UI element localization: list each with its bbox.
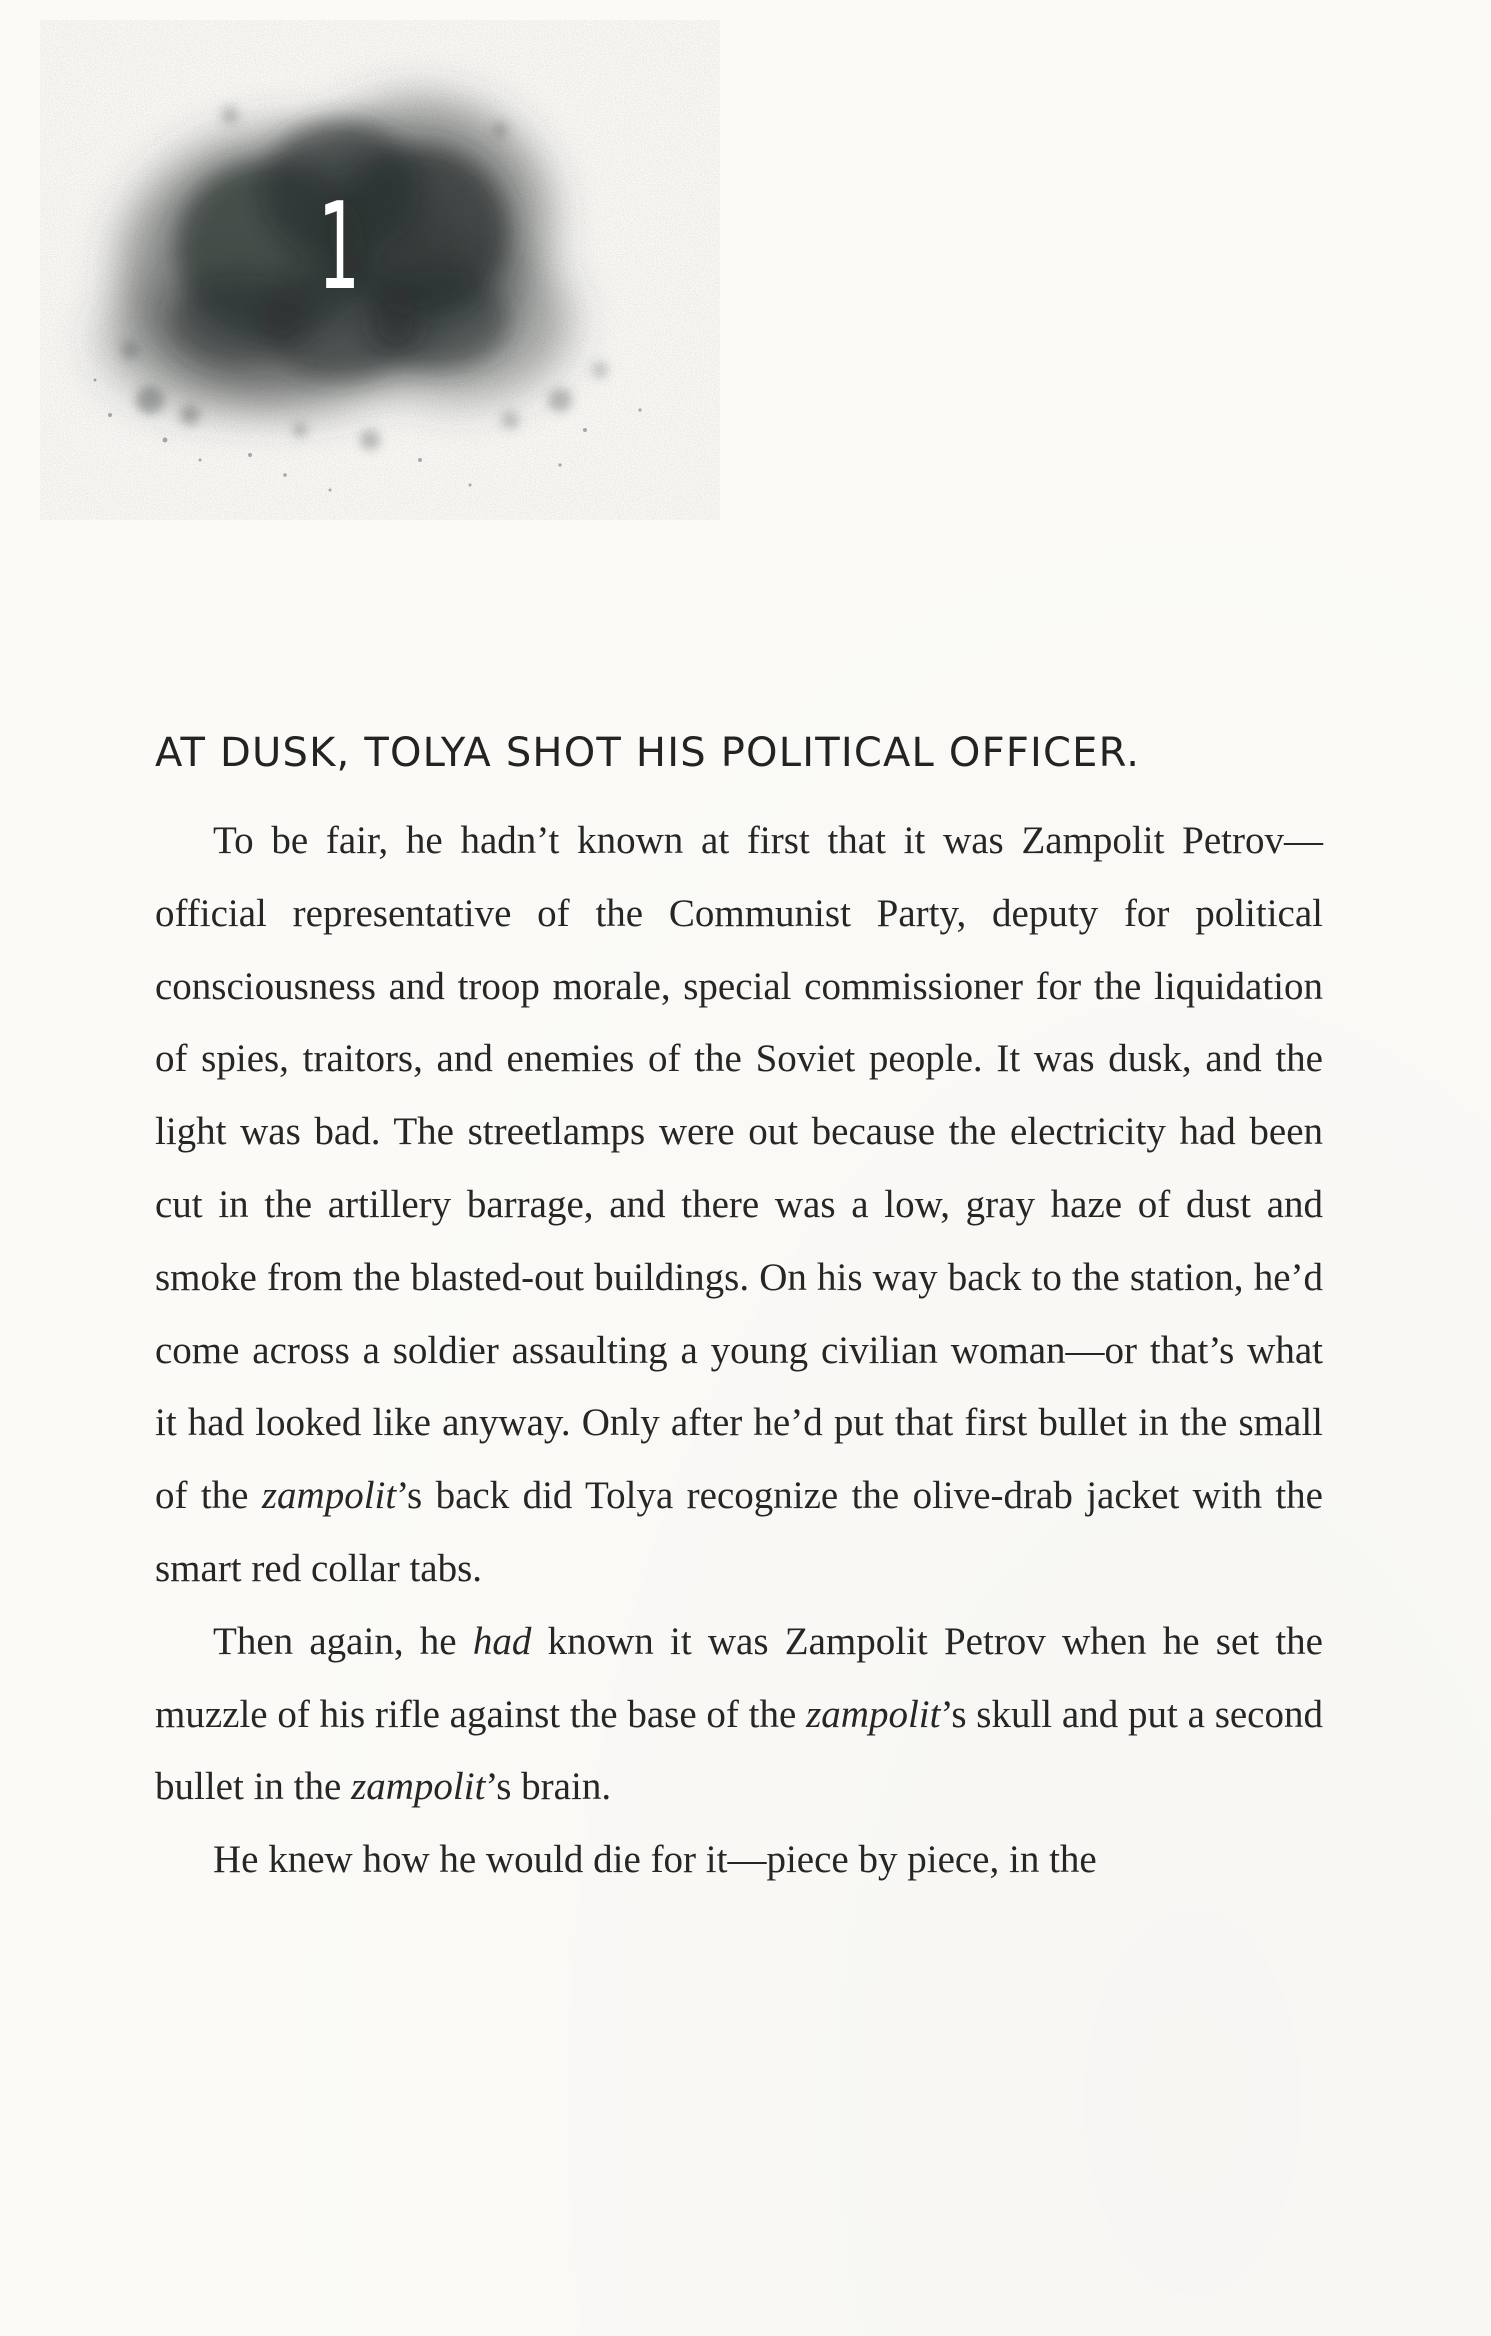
chapter-number: 1 — [318, 178, 360, 317]
chapter-body-text — [155, 805, 1323, 1897]
text-run: He knew how he would die for it—piece by piece, in the — [213, 1838, 1097, 1882]
text-run: Then again, he — [213, 1619, 473, 1663]
italic-emphasis: had — [472, 1619, 532, 1663]
smoke-cloud-illustration — [40, 20, 720, 520]
italic-term: zampolit — [351, 1765, 486, 1809]
chapter-opening-line: AT DUSK, TOLYA SHOT HIS POLITICAL OFFICER. — [155, 730, 1141, 776]
text-run: known it was Zampolit Petrov when he set the muzzle of his rifle against the base of the — [155, 1619, 1323, 1736]
text-run: ’s skull and put a second bullet in the — [155, 1692, 1323, 1809]
paragraph — [155, 805, 1323, 1606]
italic-term: zampolit — [261, 1474, 397, 1518]
italic-term: zampolit — [806, 1692, 941, 1736]
paragraph — [155, 1606, 1323, 1824]
text-run: To be fair, he hadn’t known at first that it was Zampolit Petrov—official representative of the Communist Party, deputy for political consciousness and troop morale, special commissioner for the liquidation of spies, traitors, and enemies of the Soviet people. It was dusk, and the light was bad. The streetlamps were out because the electricity had been cut in the artillery barrage, and there was a low, gray haze of dust and smoke from the blasted-out buildings. On his way back to the station, he’d come across a soldier assaulting a young civilian woman—or that’s what it had looked like anyway. Only after he’d put that first bullet in the small of the — [155, 819, 1323, 1518]
text-run: ’s brain. — [485, 1765, 612, 1809]
paragraph — [155, 1824, 1323, 1897]
text-run: ’s back did Tolya recognize the olive-drab jacket with the smart red collar tabs. — [155, 1474, 1323, 1590]
